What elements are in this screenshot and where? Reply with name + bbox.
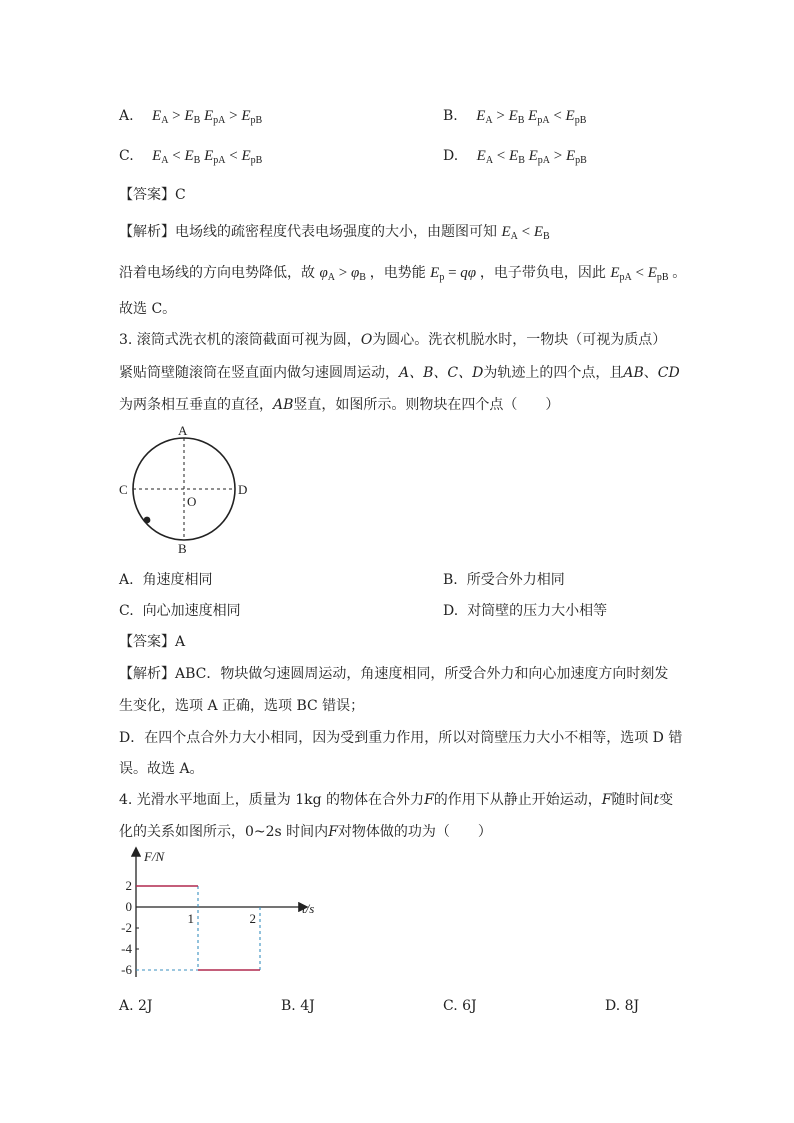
y-axis-label: F/N (144, 849, 165, 864)
q4-option-d[interactable]: D. 8J (605, 998, 640, 1014)
q3-option-c[interactable]: C. 向心加速度相同 (119, 603, 241, 619)
q2-option-c-math: $E_A < E_B$ $E_{pA} < E_{pB}$ (152, 148, 263, 166)
q2-answer (119, 185, 186, 205)
q3-stem-line-2: 紧贴筒壁随滚筒在竖直面内做匀速圆周运动，A、B、C、D为轨迹上的四个点，且AB、CD (119, 365, 680, 381)
q3-stem-line-1: 3. 滚筒式洗衣机的滚筒截面可视为圆，O为圆心。洗衣机脱水时，一物块（可视为质点） (119, 332, 667, 348)
y-tick-label: -4 (121, 941, 132, 956)
label-o: O (187, 494, 197, 509)
q2-option-c[interactable] (119, 146, 262, 171)
answer-tag: 【答案】 (119, 187, 175, 203)
label-b: B (178, 541, 187, 556)
q2-option-a-math: $E_A > E_B$ $E_{pA} > E_{pB}$ (152, 108, 263, 126)
y-tick-label: -6 (121, 962, 132, 977)
q4-stem-line-2: 化的关系如图所示，0~2s 时间内F对物体做的功为（ ） (119, 824, 492, 840)
x-axis-label: t/s (302, 901, 315, 916)
q2-option-b-math: $E_A > E_B$ $E_{pA} < E_{pB}$ (476, 108, 587, 126)
y-tick-label: 0 (125, 899, 132, 914)
q3-option-b[interactable]: B. 所受合外力相同 (443, 572, 565, 588)
object-dot (144, 517, 151, 524)
q2-option-d-math: $E_A < E_B$ $E_{pA} > E_{pB}$ (476, 148, 587, 166)
x-tick-label: 1 (187, 911, 194, 926)
q4-option-c[interactable]: C. 6J (443, 998, 477, 1014)
q3-option-a[interactable]: A. 角速度相同 (119, 572, 213, 588)
q2-option-a[interactable] (119, 106, 262, 131)
q3-stem-line-3: 为两条相互垂直的直径，AB竖直，如图所示。则物块在四个点（ ） (119, 397, 560, 413)
answer-value: A (175, 634, 186, 650)
q2-analysis-cmp: $E_{pA} < E_{pB}$ (610, 265, 669, 283)
q3-analysis-line-3: D．在四个点合外力大小相同，因为受到重力作用，所以对筒壁压力大小不相等，选项 D 错 (119, 730, 683, 746)
q3-analysis-line-4: 误。故选 A。 (119, 761, 204, 777)
analysis-tag: 【解析】 (119, 224, 175, 240)
x-tick-label: 2 (249, 911, 256, 926)
label-a: A (178, 423, 188, 438)
answer-value: C (175, 187, 186, 203)
q2-option-b-label: B. (443, 108, 458, 124)
label-c: C (119, 482, 128, 497)
q3-circle-figure (110, 420, 260, 560)
q2-analysis-line-2: 沿着电场线的方向电势降低，故 $\varphi_A > \varphi_B$ ，电势能 $E_p = q\varphi$ ，电子带负电，因此 $E_{pA} < E_{pB}$ 。 (119, 265, 687, 283)
q2-analysis-math-1: $E_A < E_B$ (501, 224, 550, 242)
q2-option-a-label: A. (119, 108, 134, 124)
q3-analysis-line-1: 【解析】ABC．物块做匀速圆周运动，角速度相同，所受合外力和向心加速度方向时刻发 (119, 666, 669, 682)
q3-analysis-line-2: 生变化，选项 A 正确，选项 BC 错误； (119, 698, 365, 714)
analysis-tag: 【解析】 (119, 666, 175, 682)
y-tick-label: -2 (121, 920, 132, 935)
q4-option-b[interactable]: B. 4J (281, 998, 315, 1014)
q2-analysis-phi: $\varphi_A > \varphi_B$ (319, 265, 366, 283)
q2-option-c-label: C. (119, 148, 134, 164)
q3-answer (119, 632, 185, 652)
q4-stem-line-1: 4. 光滑水平地面上，质量为 1kg 的物体在合外力F的作用下从静止开始运动，F随时间t变 (119, 792, 674, 808)
q3-option-d[interactable]: D. 对筒壁的压力大小相等 (443, 603, 608, 619)
y-tick-label: 2 (125, 878, 132, 893)
q2-option-d[interactable] (443, 146, 587, 171)
q4-force-time-chart (110, 843, 340, 983)
q2-conclusion: 故选 C。 (119, 301, 177, 317)
q4-option-a[interactable]: A. 2J (119, 998, 153, 1014)
q2-option-b[interactable] (443, 106, 586, 131)
q2-analysis-ep: $E_p = q\varphi$ (430, 265, 477, 283)
q2-analysis-line-1: 【解析】电场线的疏密程度代表电场强度的大小，由题图可知 $E_A < E_B$ (119, 224, 550, 242)
answer-tag: 【答案】 (119, 634, 175, 650)
q2-option-d-label: D. (443, 148, 459, 164)
label-d: D (238, 482, 248, 497)
